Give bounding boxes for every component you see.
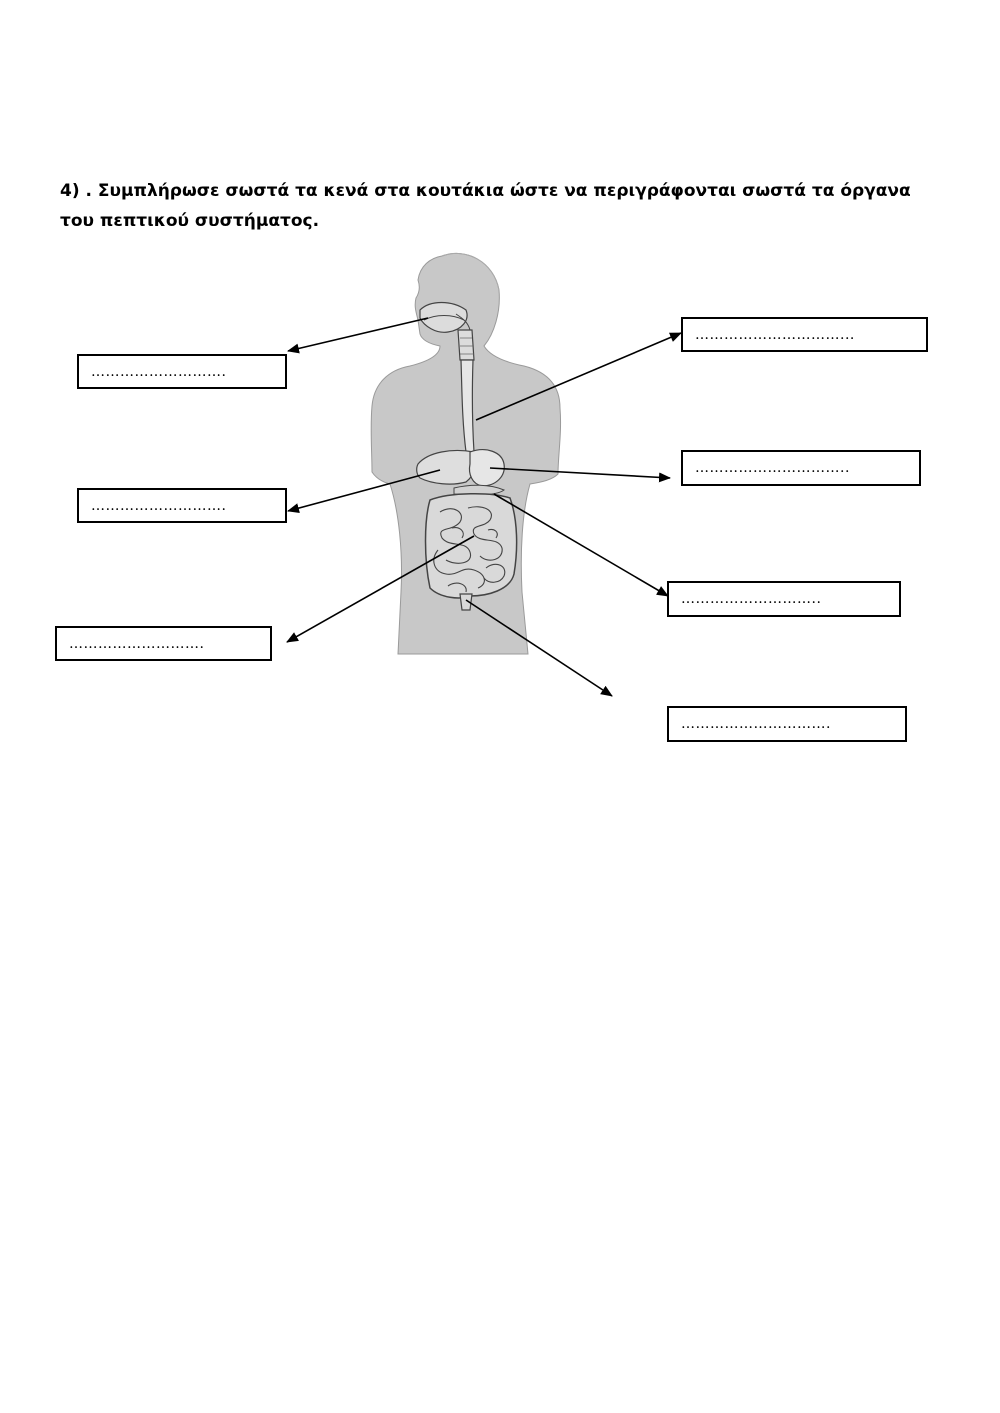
stomach: [470, 450, 505, 486]
rectum: [460, 594, 472, 610]
esophagus: [461, 360, 474, 452]
arrow-rectum: [466, 600, 612, 696]
small-intestine: [434, 507, 505, 592]
pharynx: [458, 330, 474, 360]
pointer-arrows: [287, 318, 681, 696]
arrow-liver: [288, 470, 440, 511]
liver: [417, 451, 476, 485]
question-text: 4) . Συμπλήρωσε σωστά τα κενά στα κουτάκια ώστε να περιγράφονται σωστά τα όργανα του πεπτικού συστήματος.: [60, 181, 911, 231]
arrow-stomach: [490, 468, 670, 478]
label-box-left-1[interactable]: ……………………….: [77, 354, 287, 389]
pancreas: [454, 485, 504, 495]
large-intestine: [426, 494, 517, 598]
label-box-right-3[interactable]: ………………………..: [667, 581, 901, 617]
body-silhouette: [371, 253, 560, 654]
label-box-right-2[interactable]: …………………………..: [681, 450, 921, 486]
arrow-pancreas: [494, 494, 668, 596]
arrow-mouth: [288, 318, 428, 351]
label-box-left-3[interactable]: ……………………….: [55, 626, 272, 661]
oral-cavity: [420, 303, 470, 333]
label-box-left-2[interactable]: ……………………….: [77, 488, 287, 523]
label-box-right-4[interactable]: ………………………….: [667, 706, 907, 742]
label-box-right-1[interactable]: …………………………...: [681, 317, 928, 352]
arrow-esophagus: [476, 333, 681, 420]
arrow-small-intestine: [287, 536, 474, 642]
